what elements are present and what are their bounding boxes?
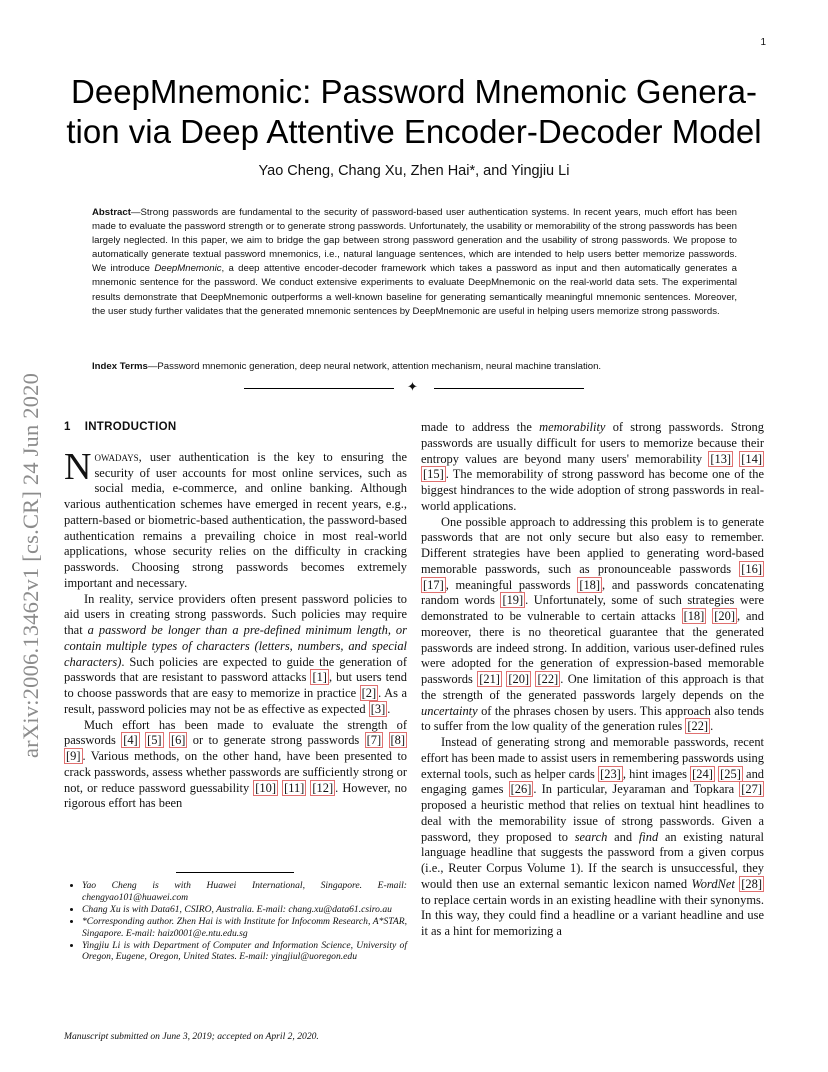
citation-link[interactable]: [11] [284,780,305,795]
paper-title: DeepMnemonic: Password Mnemonic Genera- tion via Deep Attentive Encoder-Decoder Model [66,73,762,150]
citation-link[interactable]: [24] [692,766,713,781]
section-heading [64,420,407,436]
citation-link[interactable]: [26] [510,782,532,797]
footnote-item: • Yao Cheng is with Huawei International, Singapore. E-mail: chengyao101@huawei.com [82,880,407,904]
drop-cap: N [64,445,92,488]
footnote-item: • *Corresponding author. Zhen Hai is with Institute for Infocomm Research, A*STAR, Singapore. E-mail: haiz0001@e.ntu.edu.sg [82,916,407,940]
arxiv-identifier-stamp: arXiv:2006.13462v1 [cs.CR] 24 Jun 2020 [18,372,43,758]
intro-paragraph-2: In reality, service providers often present password policies to aid users in creating strong passwords. Such policies may require that a password be longer than a pre-defined minimum length, or contain multiple types of characters (letters, numbers, and special characters). Such policies are expected to guide the generation of passwords that are resistant to password attacks [1] , but users tend to choose passwords that are easy to memorize in practice [2] . As a result, password policies may not be as effective as expected [3] . [64,591,407,716]
citation-link[interactable]: [18] [579,577,601,592]
citation-link[interactable]: [21] [479,672,500,686]
citation-link[interactable]: [16] [741,561,762,576]
citation-link[interactable]: [25] [720,766,741,781]
author-list: Yao Cheng, Chang Xu, Zhen Hai*, and Yingjiu Li [258,163,570,179]
right-column [421,420,764,940]
citation-link[interactable]: [17] [423,577,444,592]
citation-link[interactable]: [28] [741,876,763,891]
intro-paragraph-3: Much effort has been made to evaluate the strength of passwords [4] [5] [6] or to generate strong passwords [7] [8] [9] . Various methods, on the other hand, have been presented to crack passwords, assess whether passwords are sufficiently strong or not, or reduce password guessability [10] [11] [12] . However, no rigorous effort has been [64,717,408,811]
citation-link[interactable]: [20] [714,609,735,623]
citation-link[interactable]: [3] [370,701,386,716]
abstract-label: Abstract [92,207,131,218]
divider-line-left [244,388,394,389]
citation-link[interactable]: [23] [600,766,621,781]
intro-paragraph-4: made to address the memorability of strong passwords. Strong passwords are usually difficult for users to memorize because their entropy values are beyond many users' memorability [13] [14] [15] . The memorability of strong password has become one of the biggest hindrances to the wide adoption of strong passwords in real-world applications. [421,420,764,513]
footnotes [64,880,407,963]
citation-link[interactable]: [13] [710,451,732,466]
citation-link[interactable]: [22] [687,719,709,734]
section-divider [244,380,584,394]
intro-paragraph-6: Instead of generating strong and memorable passwords, recent effort has been made to assist users in remembering passwords using external tools, such as helper cards [23] , hint images [24] [25] and engaging games [26] . In particular, Jeyaraman and Topkara [27] proposed a heuristic method that relies on textual hint headlines to deal with the memorability issue of strong passwords. Given a password, they proposed to search and find an existing natural language headline that suggests the password from a given corpus (i.e., Reuter Corpus Volume 1). If the search is unsuccessful, they would then use an external semantic lexicon named WordNet [28] to replace certain words in an existing headline with their synonyms. In this way, they could find a headline or a variant headline and use it as a hint for memorizing a [421,735,765,938]
citation-link[interactable]: [6] [170,733,186,748]
citation-link[interactable]: [5] [147,733,162,748]
section-title: INTRODUCTION [84,421,177,433]
footnote-item: • Chang Xu is with Data61, CSIRO, Australia. E-mail: chang.xu@data61.csiro.au [82,904,407,916]
citation-link[interactable]: [10] [255,780,276,795]
citation-link[interactable]: [7] [366,733,382,748]
citation-link[interactable]: [22] [537,672,559,686]
citation-link[interactable]: [15] [423,467,444,482]
manuscript-note: Manuscript submitted on June 3, 2019; accepted on April 2, 2020. [64,1031,319,1042]
divider-star-icon: ✦ [407,379,418,394]
index-terms: Index Terms—Password mnemonic generation, deep neural network, attention mechanism, neural machine translation. [92,361,602,372]
citation-link[interactable]: [18] [683,609,705,623]
divider-line-right [434,388,584,389]
citation-link[interactable]: [12] [312,780,334,795]
footnote-separator [176,872,294,873]
citation-link[interactable]: [1] [312,670,327,685]
citation-link[interactable]: [14] [741,451,763,466]
index-terms-label: Index Terms [92,361,148,372]
intro-paragraph-1: Nowadays, user authentication is the key to ensuring the security of user accounts for most online services, such as social media, e-commerce, and online banking. Although various authentication schemes have emerged in recent years, e.g., pattern-based or biometric-based authentication, the password-based authentication remains a prevailing choice in most real-world applications, whose security relies on the difficulty in cracking passwords. Choosing strong passwords becomes extremely important and necessary. [64,445,407,590]
intro-paragraph-5: One possible approach to addressing this problem is to generate passwords that are not only secure but also easy to remember. Different strategies have been applied to generating word-based memorable passwords, such as pronounceable passwords [16] [17] , meaningful passwords [18] , and passwords concatenating random words [19] . Unfortunately, some of such strategies were demonstrated to be vulnerable to certain attacks [18] [20] , and moreover, there is no theoretical guarantee that the generated passwords are indeed strong. In addition, various user-defined rules were adopted for the generation of expression-based memorable passwords [21] [20] [22] . One limitation of this approach is that the strength of the generated passwords largely depends on the uncertainty of the phrases chosen by users. This approach also tends to suffer from the low quality of the generation rules [22] . [421,514,764,734]
section-number: 1 [64,421,71,433]
abstract-emphasis: DeepMnemonic [154,263,222,275]
abstract: Abstract—Strong passwords are fundamental to the security of password-based user authentication systems. In recent years, much effort has been made to evaluate the password strength or to generate strong passwords. Unfortunately, the usability or memorability of the strong passwords has been largely neglected. In this paper, we aim to bridge the gap between strong password generation and the usability of strong passwords. We propose to automatically generate textual password mnemonics, i.e., natural language sentences, which are intended to help users better memorize passwords. We introduce DeepMnemonic, a deep attentive encoder-decoder framework which takes a password as input and then automatically generates a mnemonic sentence for the password. We conduct extensive experiments to evaluate DeepMnemonic on the real-world data sets. The experimental results demonstrate that DeepMnemonic outperforms a well-known baseline for generating semantically meaningful mnemonic sentences. Moreover, the user study further validates that the generated mnemonic sentences by DeepMnemonic are useful in helping users memorize strong passwords. [92,207,737,317]
citation-link[interactable]: [8] [390,733,406,748]
footnote-item: • Yingjiu Li is with Department of Computer and Information Science, University of Oregon, Eugene, Oregon, United States. E-mail: yingjiul@uoregon.edu [82,940,407,964]
citation-link[interactable]: [27] [741,782,762,797]
citation-link[interactable]: [19] [502,593,524,608]
page-number: 1 [760,37,766,48]
citation-link[interactable]: [20] [508,672,530,686]
citation-link[interactable]: [2] [361,686,377,700]
citation-link[interactable]: [4] [123,733,138,748]
left-column [64,420,407,812]
citation-link[interactable]: [9] [66,749,81,763]
